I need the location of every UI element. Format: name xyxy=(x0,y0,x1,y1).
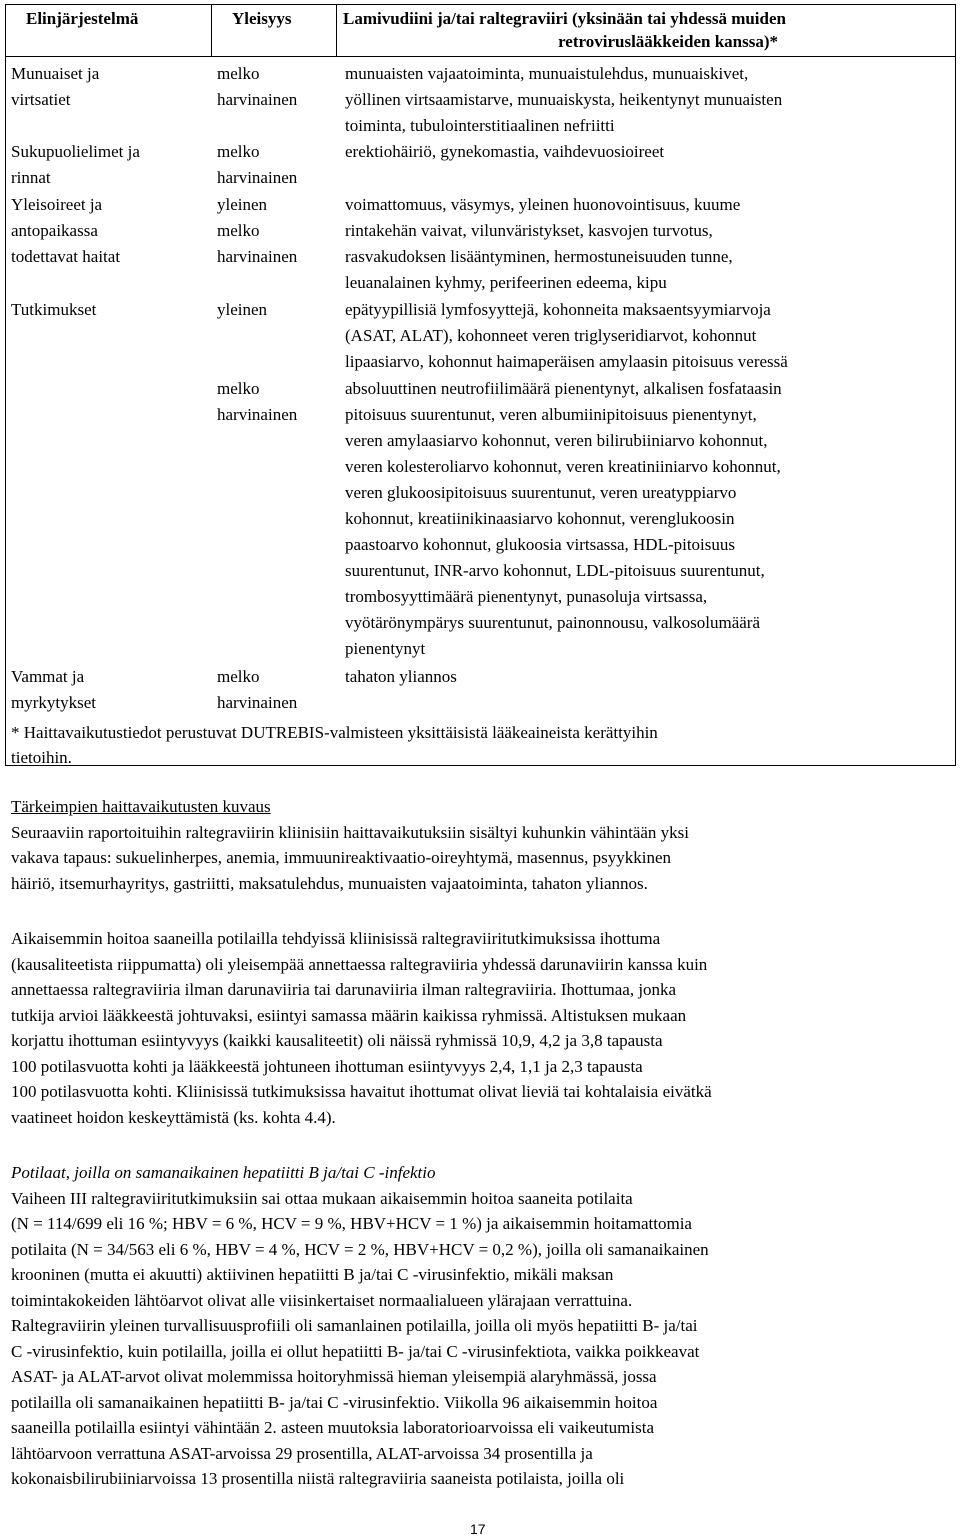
footnote-line: * Haittavaikutustiedot perustuvat DUTREBIS-valmisteen yksittäisistä lääkeaineista kerättyihin xyxy=(11,723,658,742)
text-line: tutkija arvioi lääkkeestä johtuvaksi, esiintyi samassa määrin kaikissa ryhmissä. Altistuksen mukaan xyxy=(11,1005,687,1025)
section-rash xyxy=(11,926,951,1130)
table-cell: todettavat haitat xyxy=(11,247,121,266)
text-line: krooninen (mutta ei akuutti) aktiivinen hepatiitti B ja/tai C -virusinfektio, mikäli maksan xyxy=(11,1265,614,1284)
section-hepatitis xyxy=(11,1160,951,1492)
section-heading: Tärkeimpien haittavaikutusten kuvaus xyxy=(11,797,271,816)
table-cell: harvinainen xyxy=(217,90,298,109)
text-line: potilaita (N = 34/563 eli 6 %, HBV = 4 %, HCV = 2 %, HBV+HCV = 0,2 %), joilla oli samanaikainen xyxy=(11,1239,709,1259)
table-cell: pienentynyt xyxy=(345,639,426,658)
table-cell: melko xyxy=(217,221,260,240)
table-cell: myrkytykset xyxy=(11,693,96,712)
table-cell: veren kolesteroliarvo kohonnut, veren kreatiniiniarvo kohonnut, xyxy=(345,457,781,476)
table-cell: toiminta, tubulointerstitiaalinen nefriitti xyxy=(345,116,615,135)
text-line: (N = 114/699 eli 16 %; HBV = 6 %, HCV = 9 %, HBV+HCV = 1 %) ja aikaisemmin hoitamattomia xyxy=(11,1214,692,1233)
section-main-reactions xyxy=(11,794,951,896)
table-cell: rintakehän vaivat, vilunväristykset, kasvojen turvotus, xyxy=(345,221,713,240)
text-line: C -virusinfektio, kuin potilailla, joilla ei ollut hepatiitti B- ja/tai C -virusinfektiota, vaikka poikkeavat xyxy=(11,1341,700,1361)
table-cell: harvinainen xyxy=(217,247,298,266)
header-system: Elinjärjestelmä xyxy=(26,9,139,28)
table-cell: melko xyxy=(217,142,260,161)
table-cell: veren amylaasiarvo kohonnut, veren bilirubiiniarvo kohonnut, xyxy=(345,431,768,450)
table-cell: rinnat xyxy=(11,168,51,187)
text-line: (kausaliteetista riippumatta) oli yleisempää annettaessa raltegraviiria yhdessä darunaviirin kanssa kuin xyxy=(11,954,708,974)
table-cell: Munuaiset ja xyxy=(11,64,100,83)
table-cell: erektiohäiriö, gynekomastia, vaihdevuosioireet xyxy=(345,142,665,161)
text-line: Vaiheen III raltegraviiritutkimuksiin sai ottaa mukaan aikaisemmin hoitoa saaneita potilaita xyxy=(11,1188,633,1208)
table-cell: trombosyyttimäärä pienentynyt, punasoluja virtsassa, xyxy=(345,587,708,606)
table-cell: (ASAT, ALAT), kohonneet veren triglyseridiarvot, kohonnut xyxy=(345,326,757,345)
footnote-line: tietoihin. xyxy=(11,748,72,767)
adverse-reactions-table xyxy=(5,4,956,766)
table-cell: melko xyxy=(217,64,260,83)
text-line: annettaessa raltegraviiria ilman darunaviiria tai darunaviiria ilman raltegraviiria. Ihottumaa, jonka xyxy=(11,980,677,999)
table-cell: melko xyxy=(217,379,260,398)
table-cell: lipaasiarvo, kohonnut haimaperäisen amylaasin pitoisuus veressä xyxy=(345,352,788,371)
table-cell: antopaikassa xyxy=(11,221,98,240)
text-line: potilailla oli samanaikainen hepatiitti B- ja/tai C -virusinfektio. Viikolla 96 aikaisemmin hoitoa xyxy=(11,1392,658,1412)
table-cell: munuaisten vajaatoiminta, munuaistulehdus, munuaiskivet, xyxy=(345,64,749,83)
text-line: ASAT- ja ALAT-arvot olivat molemmissa hoitoryhmissä hieman yleisempiä alaryhmässä, jossa xyxy=(11,1367,657,1386)
section-heading: Potilaat, joilla on samanaikainen hepatiitti B ja/tai C -infektio xyxy=(11,1163,436,1182)
table-cell: suurentunut, INR-arvo kohonnut, LDL-pitoisuus suurentunut, xyxy=(345,561,765,580)
table-cell: epätyypillisiä lymfosyyttejä, kohonneita maksaentsyymiarvoja xyxy=(345,300,771,319)
table-cell: Vammat ja xyxy=(11,667,85,686)
table-cell: Tutkimukset xyxy=(11,300,97,319)
text-line: kokonaisbilirubiiniarvoissa 13 prosentilla niistä raltegraviiria saaneista potilaista, joilla oli xyxy=(11,1469,625,1488)
table-footnote xyxy=(11,720,941,770)
text-line: vaatineet hoidon keskeyttämistä (ks. kohta 4.4). xyxy=(11,1107,336,1127)
table-cell: rasvakudoksen lisääntyminen, hermostuneisuuden tunne, xyxy=(345,247,733,266)
table-cell: absoluuttinen neutrofiilimäärä pienentynyt, alkalisen fosfataasin xyxy=(345,379,782,398)
text-line: 100 potilasvuotta kohti ja lääkkeestä johtuneen ihottuman esiintyvyys 2,4, 1,1 ja 2,3 tapausta xyxy=(11,1056,643,1076)
table-cell: virtsatiet xyxy=(11,90,71,109)
header-frequency: Yleisyys xyxy=(232,9,292,28)
table-cell: vyötärönympärys suurentunut, painonnousu, valkosolumäärä xyxy=(345,613,761,632)
table-cell: leuanalainen kyhmy, perifeerinen edeema, kipu xyxy=(345,273,667,292)
table-cell: pitoisuus suurentunut, veren albumiinipitoisuus pienentynyt, xyxy=(345,405,757,424)
text-line: saaneilla potilailla esiintyi vähintään 2. asteen muutoksia laboratorioarvoissa eli vaikeutumista xyxy=(11,1418,654,1437)
table-cell: yleinen xyxy=(217,300,268,319)
text-line: Aikaisemmin hoitoa saaneilla potilailla tehdyissä kliinisissä raltegraviiritutkimuksissa ihottuma xyxy=(11,929,661,948)
table-cell: veren glukoosipitoisuus suurentunut, veren ureatyppiarvo xyxy=(345,483,737,502)
text-line: lähtöarvoon verrattuna ASAT-arvoissa 29 prosentilla, ALAT-arvoissa 34 prosentilla ja xyxy=(11,1443,593,1463)
table-cell: harvinainen xyxy=(217,168,298,187)
table-cell: yöllinen virtsaamistarve, munuaiskysta, heikentynyt munuaisten xyxy=(345,90,783,109)
table-cell: yleinen xyxy=(217,195,268,214)
table-cell: melko xyxy=(217,667,260,686)
text-line: Raltegraviirin yleinen turvallisuusprofiili oli samanlainen potilailla, joilla oli myös hepatiitti B- ja/tai xyxy=(11,1316,698,1335)
text-line: toimintakokeiden lähtöarvot olivat alle viisinkertaiset normaalialueen ylärajaan verrattuina. xyxy=(11,1290,633,1310)
table-cell: Yleisoireet ja xyxy=(11,195,103,214)
table-cell: voimattomuus, väsymys, yleinen huonovointisuus, kuume xyxy=(345,195,741,214)
table-cell: paastoarvo kohonnut, glukoosia virtsassa, HDL-pitoisuus xyxy=(345,535,736,554)
header-reaction: Lamivudiini ja/tai raltegraviiri (yksinään tai yhdessä muiden xyxy=(343,9,786,28)
text-line: vakava tapaus: sukuelinherpes, anemia, immuunireaktivaatio-oireyhtymä, masennus, psyykkinen xyxy=(11,848,671,867)
text-line: korjattu ihottuman esiintyvyys (kaikki kausaliteetit) oli näissä ryhmissä 10,9, 4,2 ja 3,8 tapausta xyxy=(11,1031,663,1050)
table-cell: Sukupuolielimet ja xyxy=(11,142,140,161)
text-line: häiriö, itsemurhayritys, gastriitti, maksatulehdus, munuaisten vajaatoiminta, tahaton yliannos. xyxy=(11,873,648,893)
page-number: 17 xyxy=(470,1521,486,1537)
text-line: 100 potilasvuotta kohti. Kliinisissä tutkimuksissa havaitut ihottumat olivat lieviä tai kohtalaisia eivätkä xyxy=(11,1082,712,1101)
header-reaction-cont: retroviruslääkkeiden kanssa)* xyxy=(558,32,778,51)
table-cell: kohonnut, kreatiinikinaasiarvo kohonnut, verenglukoosin xyxy=(345,509,735,528)
table-cell: harvinainen xyxy=(217,405,298,424)
table-header xyxy=(6,5,955,57)
table-cell: harvinainen xyxy=(217,693,298,712)
table-cell: tahaton yliannos xyxy=(345,667,457,686)
text-line: Seuraaviin raportoituihin raltegraviirin kliinisiin haittavaikutuksiin sisältyi kuhunkin vähintään yksi xyxy=(11,822,689,842)
